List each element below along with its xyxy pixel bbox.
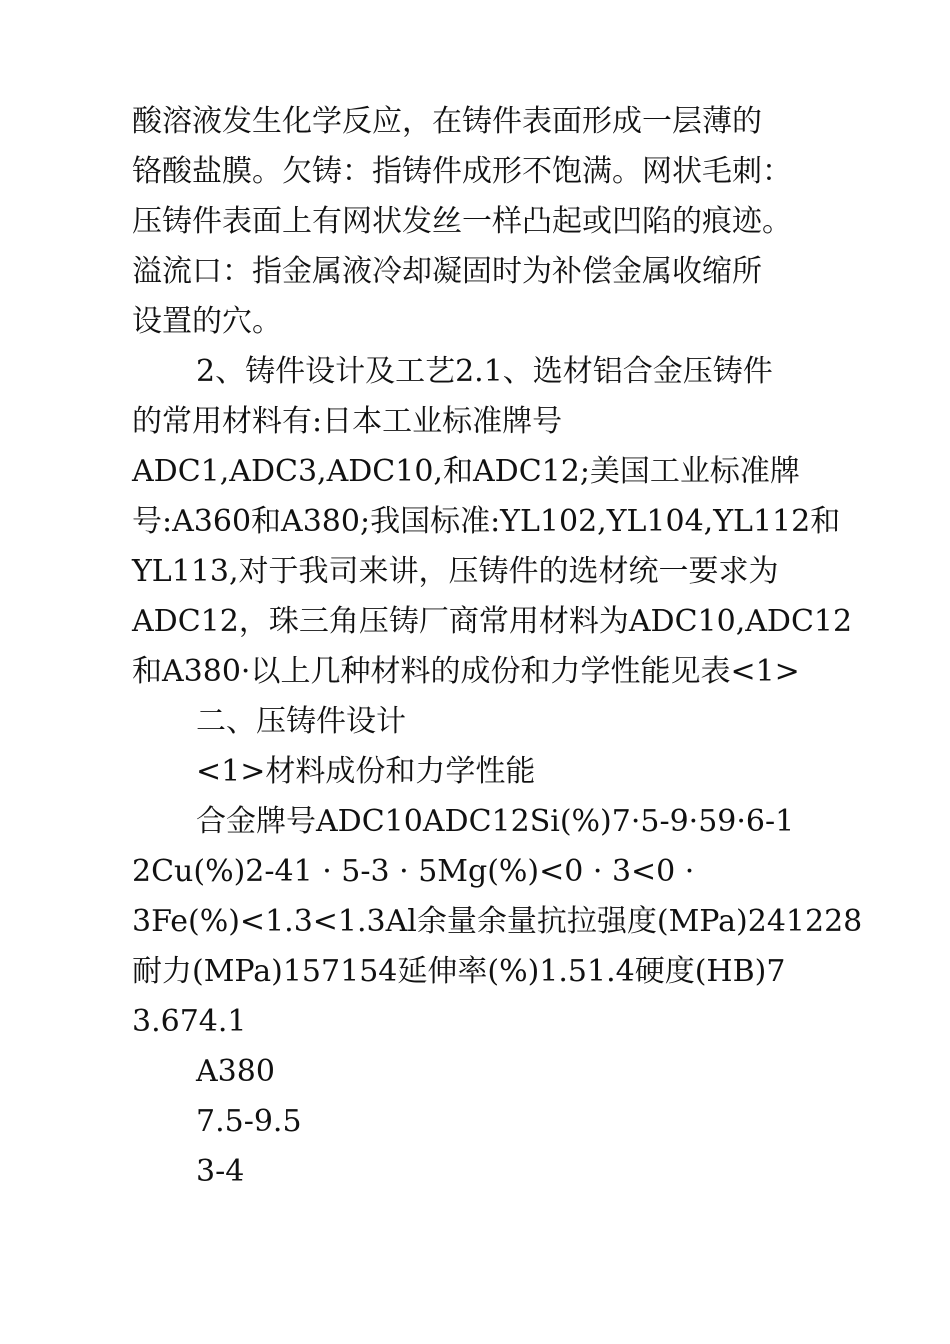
- value-si-range: [132, 1097, 852, 1147]
- text-line: 号:A360和A380;我国标准:YL102,YL104,YL112和: [132, 504, 841, 539]
- text-line: 和A380·以上几种材料的成份和力学性能见表<1>: [132, 654, 800, 689]
- table-cell: 3-4: [196, 1154, 245, 1189]
- paragraph-material-selection: [132, 347, 852, 697]
- text-line: 溢流口：指金属液冷却凝固时为补偿金属收缩所: [132, 254, 762, 289]
- table-caption: [132, 747, 852, 797]
- text-line: YL113,对于我司来讲，压铸件的选材统一要求为: [132, 554, 779, 589]
- text-line: 压铸件表面上有网状发丝一样凸起或凹陷的痕迹。: [132, 204, 792, 239]
- text-line: 设置的穴。: [132, 304, 282, 339]
- text-line: 铬酸盐膜。欠铸：指铸件成形不饱满。网状毛刺：: [132, 154, 792, 189]
- table-title: <1>材料成份和力学性能: [196, 754, 536, 789]
- text-line: 2、铸件设计及工艺2.1、选材铝合金压铸件: [196, 354, 773, 389]
- value-cu-range: [132, 1147, 852, 1197]
- text-line: ADC12，珠三角压铸厂商常用材料为ADC10,ADC12: [132, 604, 853, 639]
- text-line: ADC1,ADC3,ADC10,和ADC12;美国工业标准牌: [132, 454, 800, 489]
- text-line: 3.674.1: [132, 1004, 247, 1039]
- text-line: 2Cu(%)2-41 · 5-3 · 5Mg(%)<0 · 3<0 ·: [132, 854, 695, 889]
- text-line: 耐力(MPa)157154延伸率(%)1.51.4硬度(HB)7: [132, 954, 786, 989]
- section-heading-design: [132, 697, 852, 747]
- text-line: 合金牌号ADC10ADC12Si(%)7·5-9·59·6-1: [196, 804, 795, 839]
- table-cell: A380: [196, 1054, 275, 1089]
- paragraph-properties: [132, 797, 863, 1047]
- text-line: 酸溶液发生化学反应，在铸件表面形成一层薄的: [132, 104, 762, 139]
- text-line: 3Fe(%)<1.3<1.3Al余量余量抗拉强度(MPa)241228: [132, 904, 863, 939]
- document-body: [132, 97, 863, 1197]
- text-line: 的常用材料有:日本工业标准牌号: [132, 404, 563, 439]
- paragraph-definitions: [132, 97, 852, 347]
- section-heading: 二、压铸件设计: [196, 704, 406, 739]
- table-cell: 7.5-9.5: [196, 1104, 302, 1139]
- value-a380: [132, 1047, 852, 1097]
